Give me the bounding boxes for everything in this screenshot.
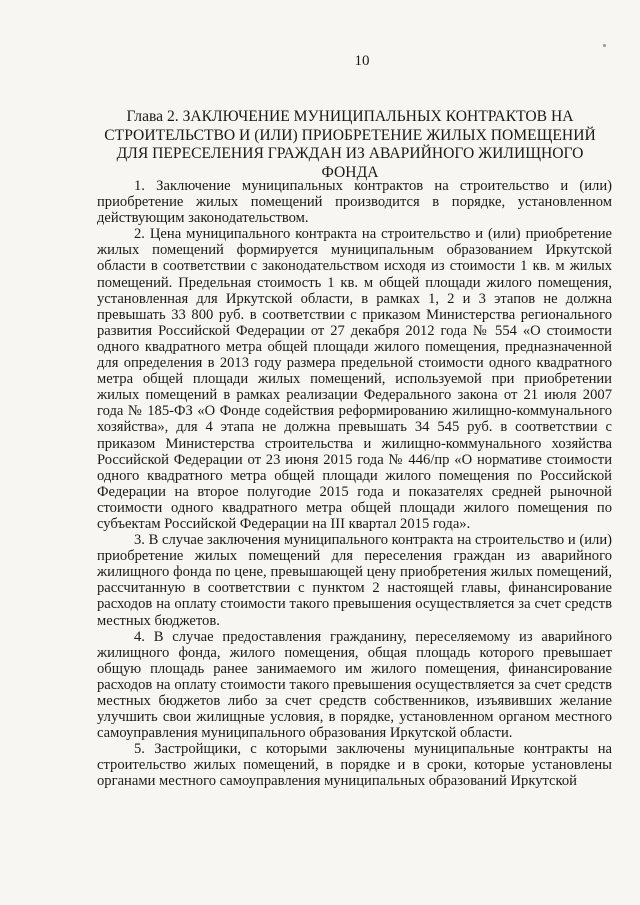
paragraph-3: 3. В случае заключения муниципального контракта на строительство и (или) приобретение жилых помещений для переселения граждан из аварийного жилищного фонда по цене, превышающей цену приобретения жилых помещений, рассчитанную в соответствии с пунктом 2 настоящей главы, финансирование расходов на оплату стоимости такого превышения осуществляется за счет средств местных бюджетов. [97,532,612,629]
paragraph-2: 2. Цена муниципального контракта на строительство и (или) приобретение жилых помещений формируется муниципальным образованием Иркутской области в соответствии с законодательством исходя из стоимости 1 кв. м жилых помещений. Предельная стоимость 1 кв. м общей площади жилого помещения, установленная для Иркутской области, в рамках 1, 2 и 3 этапов не должна превышать 33 800 руб. в соответствии с приказом Министерства регионального развития Российской Федерации от 27 декабря 2012 года № 554 «О стоимости одного квадратного метра общей площади жилого помещения, предназначенной для определения в 2013 году размера предельной стоимости одного квадратного метра общей площади жилых помещений, используемой при приобретении жилых помещений в рамках реализации Федерального закона от 21 июля 2007 года № 185-ФЗ «О Фонде содействия реформированию жилищно-коммунального хозяйства», для 4 этапа не должна превышать 34 545 руб. в соответствии с приказом Министерства строительства и жилищно-коммунального хозяйства Российской Федерации от 23 июня 2015 года № 446/пр «О нормативе стоимости одного квадратного метра общей площади жилого помещения по Российской Федерации на второе полугодие 2015 года и показателях средней рыночной стоимости одного квадратного метра общей площади жилого помещения по субъектам Российской Федерации на III квартал 2015 года». [97,226,612,532]
chapter-title: Глава 2. ЗАКЛЮЧЕНИЕ МУНИЦИПАЛЬНЫХ КОНТРАКТОВ НА СТРОИТЕЛЬСТВО И (ИЛИ) ПРИОБРЕТЕНИЕ ЖИЛЫХ ПОМЕЩЕНИЙ ДЛЯ ПЕРЕСЕЛЕНИЯ ГРАЖДАН ИЗ АВАРИЙНОГО ЖИЛИЩНОГО ФОНДА [104,108,596,181]
page-number: 10 [354,53,370,69]
paragraph-5: 5. Застройщики, с которыми заключены муниципальные контракты на строительство жилых помещений, в порядке и в сроки, которые установлены органами местного самоуправления муниципальных образований Иркутской [97,741,612,790]
paragraph-4: 4. В случае предоставления гражданину, переселяемому из аварийного жилищного фонда, жилого помещения, общая площадь которого превышает общую площадь ранее занимаемого им жилого помещения, финансирование расходов на оплату стоимости такого превышения осуществляется за счет средств местных бюджетов либо за счет средств собственников, изъявивших желание улучшить свои жилищные условия, в порядке, установленном органом местного самоуправления муниципального образования Иркутской области. [97,628,612,742]
body-text [97,178,612,790]
paragraph-1: 1. Заключение муниципальных контрактов на строительство и (или) приобретение жилых помещений производится в порядке, установленном действующим законодательством. [97,178,612,227]
scan-speck [603,44,606,47]
